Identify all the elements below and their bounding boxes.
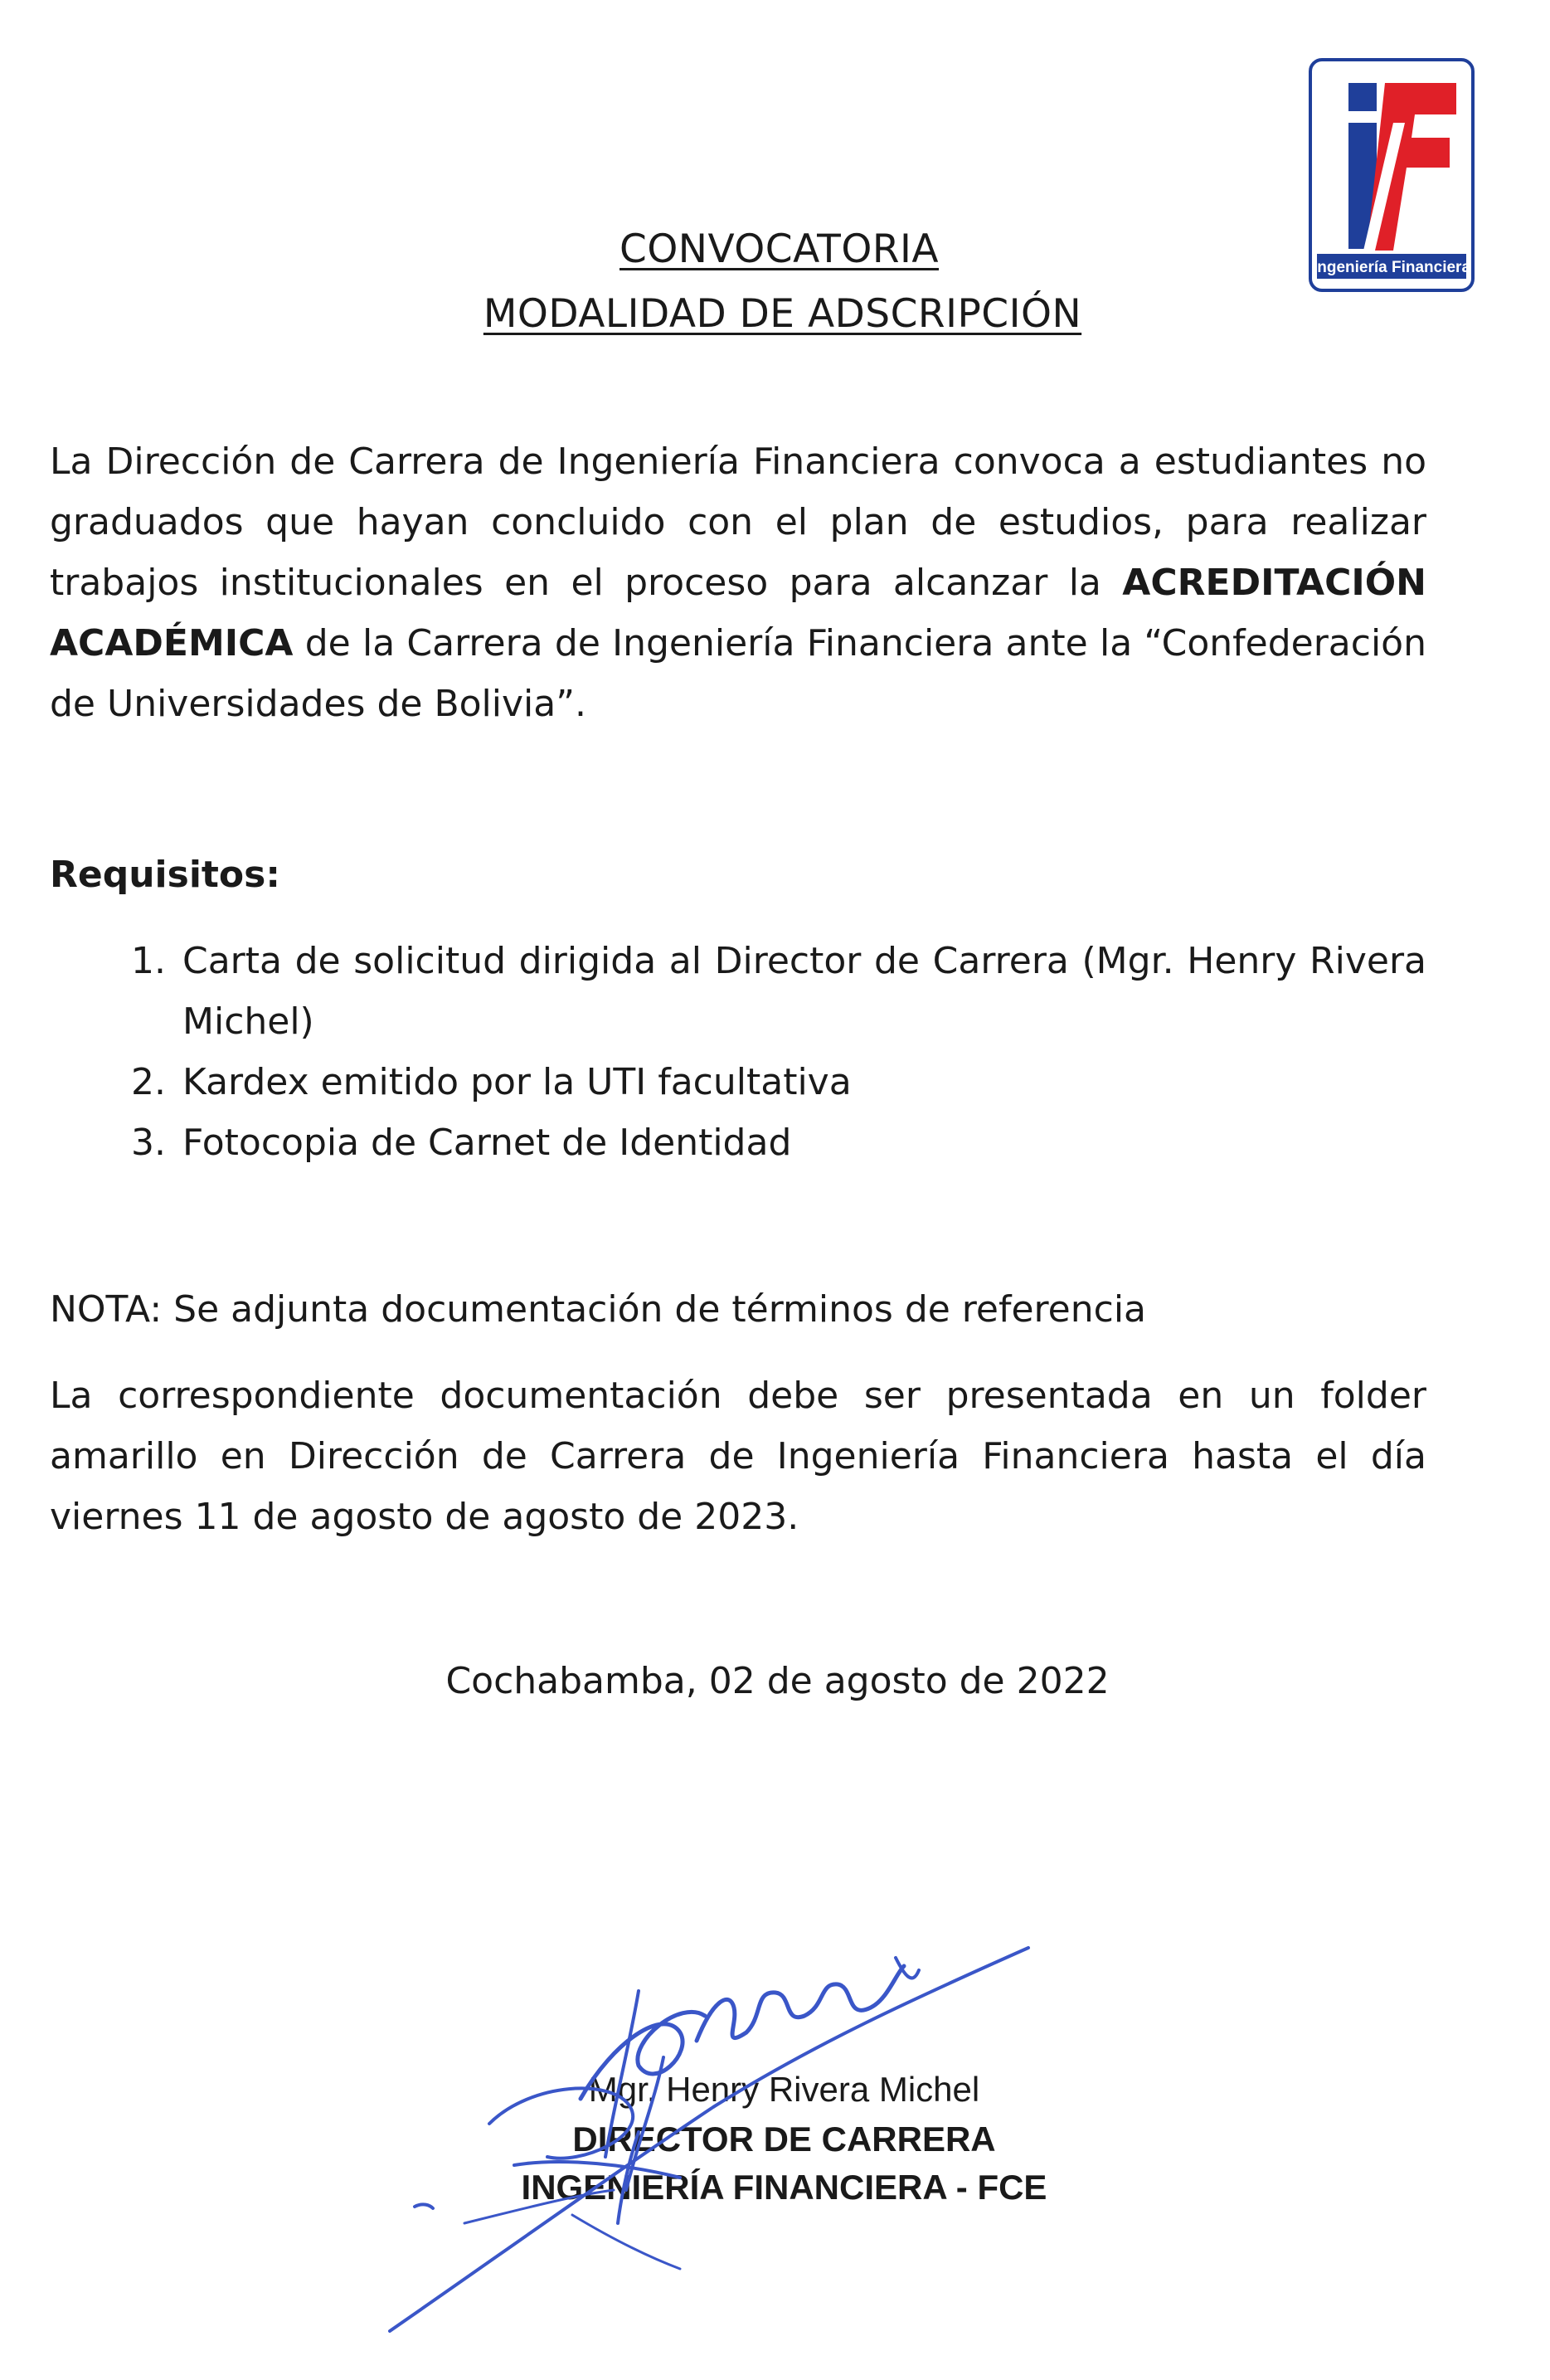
submission-paragraph: La correspondiente documentación debe ser presentada en un folder amarillo en Dirección de Carrera de Ingeniería Financiera hasta el día viernes 11 de agosto de agosto de 2023. bbox=[50, 1375, 1426, 1538]
intro-text-2: de la Carrera de Ingeniería Financiera ante la “Confederación de Universidades de Bolivia”. bbox=[50, 622, 1426, 725]
title-convocatoria: CONVOCATORIA bbox=[620, 226, 939, 272]
document-title bbox=[0, 217, 1550, 347]
svg-text:Ingeniería Financiera: Ingeniería Financiera bbox=[1312, 259, 1471, 276]
intro-paragraph bbox=[50, 431, 1426, 734]
title-modalidad: MODALIDAD DE ADSCRIPCIÓN bbox=[483, 291, 1082, 337]
intro-text-1: La Dirección de Carrera de Ingeniería Financiera convoca a estudiantes no graduados que hayan concluido con el plan de estudios, para realizar trabajos institucionales en el proceso para alcanzar la bbox=[50, 440, 1426, 604]
requirements-list bbox=[50, 931, 1426, 1173]
list-item-text: Carta de solicitud dirigida al Director de Carrera (Mgr. Henry Rivera Michel) bbox=[182, 940, 1426, 1043]
list-item bbox=[50, 1052, 1426, 1112]
intro-bold-accreditation: ACREDITACIÓN ACADÉMICA bbox=[50, 562, 1426, 664]
requirements-heading: Requisitos: bbox=[50, 854, 280, 896]
list-item-text: Fotocopia de Carnet de Identidad bbox=[182, 1122, 792, 1164]
signatory-name: Mgr. Henry Rivera Michel bbox=[588, 2070, 980, 2109]
list-item bbox=[50, 931, 1426, 1052]
list-item bbox=[50, 1112, 1426, 1173]
list-item-number: 3. bbox=[131, 1122, 166, 1164]
nota-paragraph: NOTA: Se adjunta documentación de términos de referencia bbox=[50, 1288, 1147, 1331]
list-item-number: 2. bbox=[131, 1061, 166, 1103]
list-item-text: Kardex emitido por la UTI facultativa bbox=[182, 1061, 852, 1103]
signatory-department: INGENIERÍA FINANCIERA - FCE bbox=[521, 2168, 1047, 2207]
place-and-date: Cochabamba, 02 de agosto de 2022 bbox=[445, 1660, 1110, 1702]
signatory-title: DIRECTOR DE CARRERA bbox=[572, 2120, 996, 2159]
list-item-number: 1. bbox=[131, 940, 166, 982]
